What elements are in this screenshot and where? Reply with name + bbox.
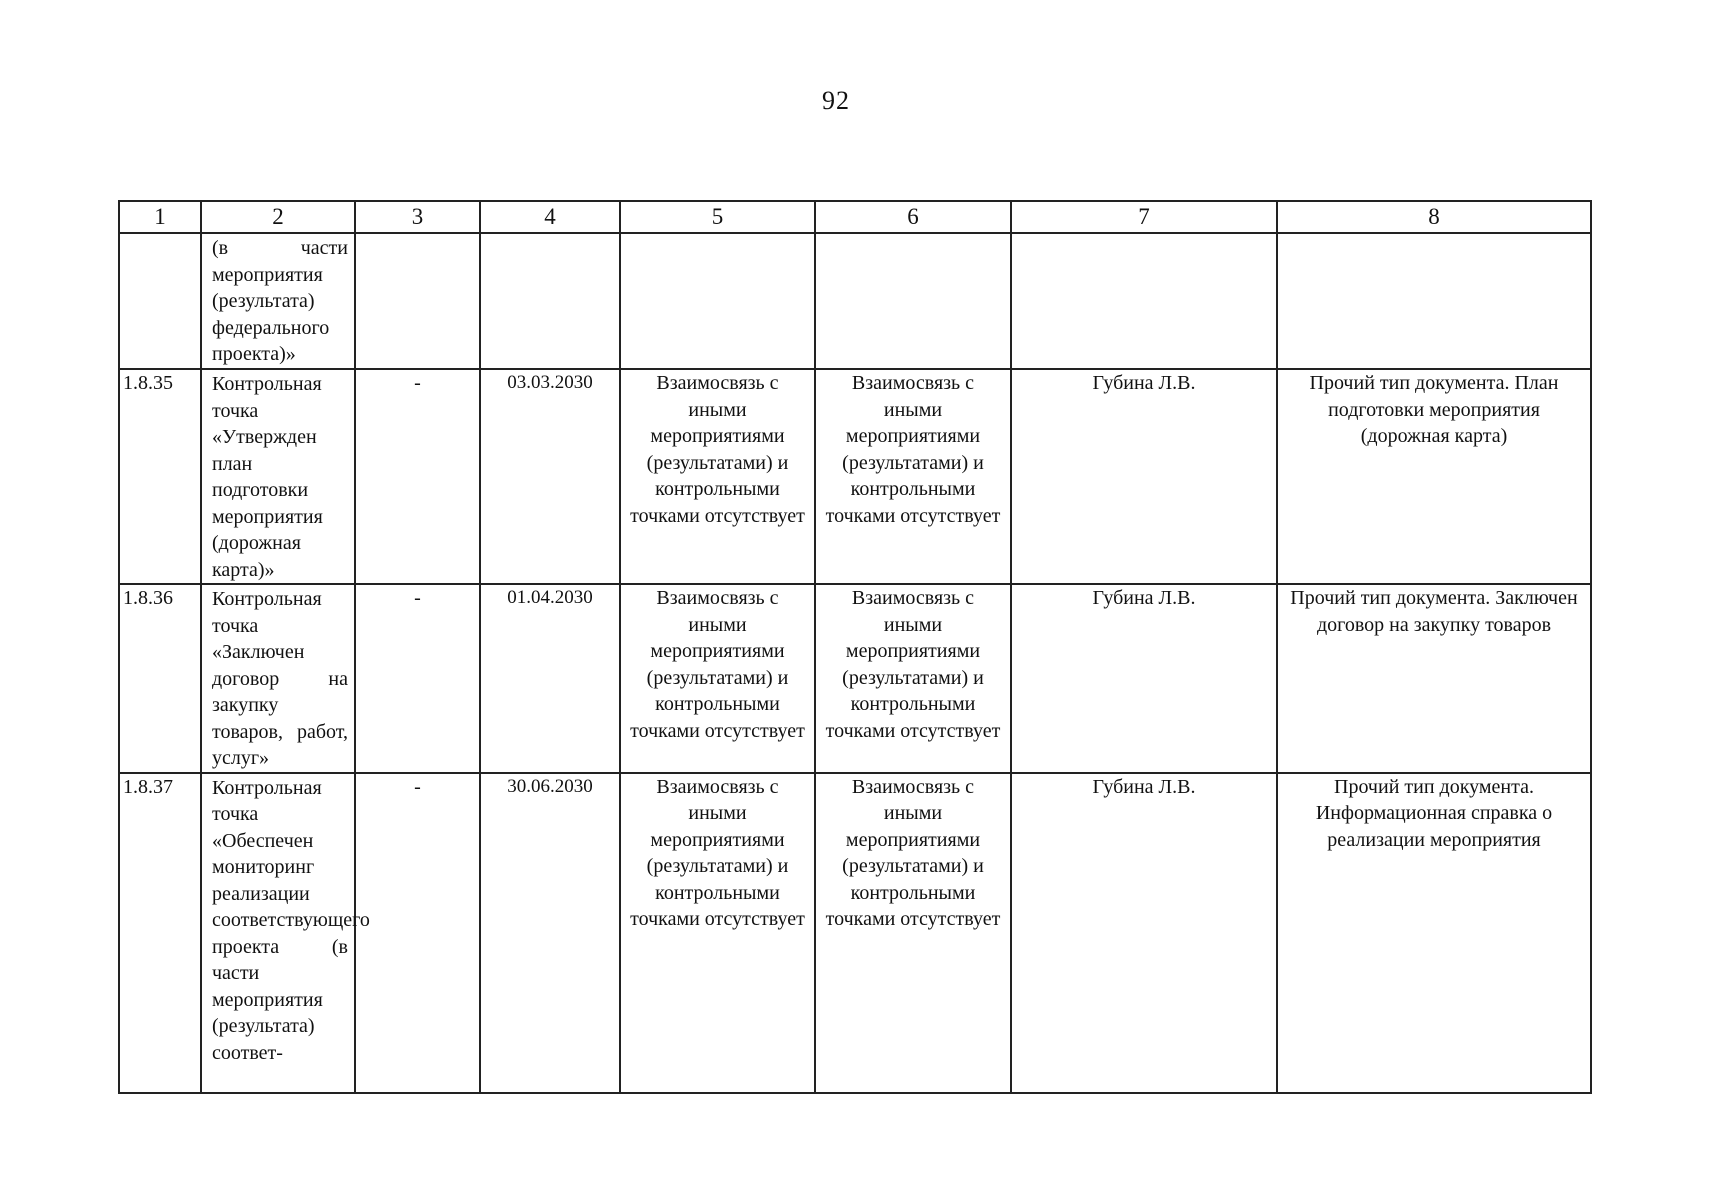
cell-number: 1.8.35: [119, 369, 201, 584]
cell-empty: [1277, 233, 1591, 369]
column-header: 1: [119, 201, 201, 233]
cell-col6: Взаимосвязь с иными мероприятиями (результатами) и контрольными точками отсутствует: [815, 369, 1011, 584]
cell-name: Контрольная точка «Утвержден план подготовки мероприятия (дорожная карта)»: [201, 369, 355, 584]
cell-date: 01.04.2030: [480, 584, 620, 773]
cell-number: 1.8.37: [119, 773, 201, 1093]
cell-col5: Взаимосвязь с иными мероприятиями (результатами) и контрольными точками отсутствует: [620, 369, 815, 584]
table-row: [119, 369, 1591, 584]
cell-col3: -: [355, 584, 480, 773]
cell-document: Прочий тип документа. Заключен договор на закупку товаров: [1277, 584, 1591, 773]
cell-col6: Взаимосвязь с иными мероприятиями (результатами) и контрольными точками отсутствует: [815, 773, 1011, 1093]
cell-name: Контрольная точка «Обеспечен мониторинг реализации соответствующего проекта (в части мероприятия (результата) соответ-: [201, 773, 355, 1093]
table-row: [119, 773, 1591, 1093]
cell-name: Контрольная точка «Заключен договор на закупку товаров, работ, услуг»: [201, 584, 355, 773]
cell-date: 03.03.2030: [480, 369, 620, 584]
column-header: 5: [620, 201, 815, 233]
cell-responsible: Губина Л.В.: [1011, 369, 1277, 584]
cell-date: 30.06.2030: [480, 773, 620, 1093]
cell-number: 1.8.36: [119, 584, 201, 773]
page-number: 92: [822, 86, 850, 115]
cell-col3: -: [355, 773, 480, 1093]
cell-col5: Взаимосвязь с иными мероприятиями (результатами) и контрольными точками отсутствует: [620, 773, 815, 1093]
cell-col3: -: [355, 369, 480, 584]
cell-document: Прочий тип документа. План подготовки мероприятия (дорожная карта): [1277, 369, 1591, 584]
column-header: 2: [201, 201, 355, 233]
cell-empty: [815, 233, 1011, 369]
table-header-row: [119, 201, 1591, 233]
cell-name-continuation: (в части мероприятия (результата) федерального проекта)»: [201, 233, 355, 369]
cell-responsible: Губина Л.В.: [1011, 584, 1277, 773]
continuation-row: [119, 233, 1591, 369]
table-row: [119, 584, 1591, 773]
cell-empty: [620, 233, 815, 369]
cell-col5: Взаимосвязь с иными мероприятиями (результатами) и контрольными точками отсутствует: [620, 584, 815, 773]
cell-empty: [1011, 233, 1277, 369]
cell-document: Прочий тип документа. Информационная справка о реализации мероприятия: [1277, 773, 1591, 1093]
column-header: 6: [815, 201, 1011, 233]
cell-col6: Взаимосвязь с иными мероприятиями (результатами) и контрольными точками отсутствует: [815, 584, 1011, 773]
activities-table: [118, 200, 1592, 1094]
column-header: 4: [480, 201, 620, 233]
cell-responsible: Губина Л.В.: [1011, 773, 1277, 1093]
cell-empty: [480, 233, 620, 369]
cell-empty: [119, 233, 201, 369]
column-header: 7: [1011, 201, 1277, 233]
column-header: 3: [355, 201, 480, 233]
cell-empty: [355, 233, 480, 369]
column-header: 8: [1277, 201, 1591, 233]
